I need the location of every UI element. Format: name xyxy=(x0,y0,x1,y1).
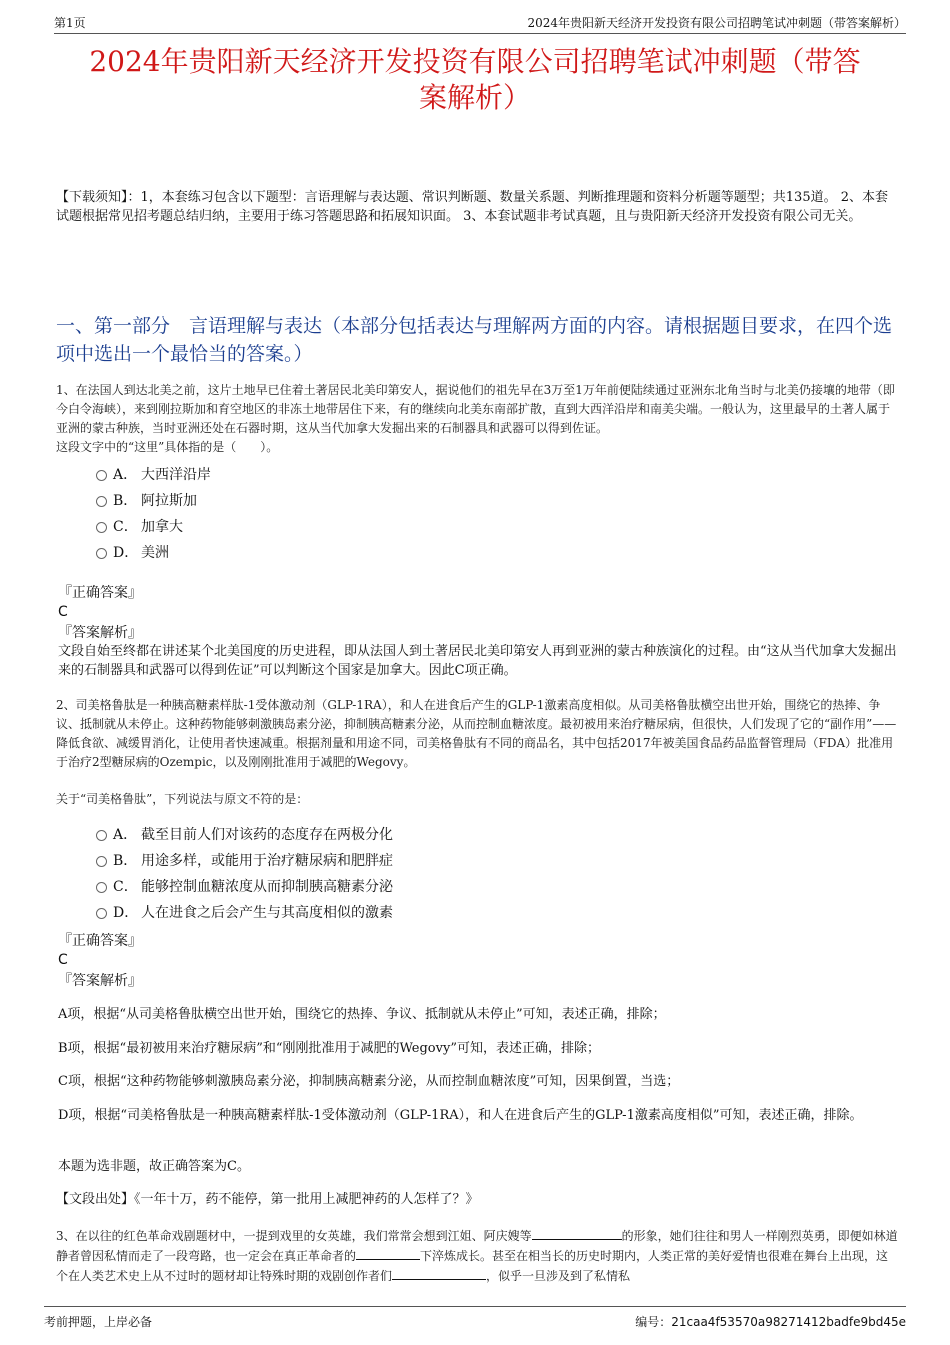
question-2-answer-label: 『正确答案』 xyxy=(58,933,142,949)
question-2-option-a[interactable]: A． 截至目前人们对该药的态度存在两极分化 xyxy=(96,825,393,845)
question-1-analysis-label: 『答案解析』 xyxy=(58,625,142,641)
question-2-answer: C xyxy=(58,952,68,968)
question-2-analysis-a: A项，根据“从司美格鲁肽横空出世开始，围绕它的热捧、争议、抵制就从未停止”可知，表述正确，排除； xyxy=(58,1007,666,1022)
question-2-option-c[interactable]: C． 能够控制血糖浓度从而抑制胰高糖素分泌 xyxy=(96,877,393,897)
question-3-stem: 3、在以往的红色革命戏剧题材中，一提到戏里的女英雄，我们常常会想到江姐、阿庆嫂等 的形象，她们往往和男人一样刚烈英勇，即便如林道静者曾因私情而走了一段弯路，也一定会在真正革命者的 下淬炼成长。甚至在相当长的历史时期内，人类正常的美好爱情也很难在舞台上出现，这个在人类艺术史上从不过时的题材却让特殊时期的戏剧创作者们 ，似乎一旦涉及到了私情私 xyxy=(56,1226,900,1286)
page-number: 第1页 xyxy=(54,16,86,30)
header-doc-title: 2024年贵阳新天经济开发投资有限公司招聘笔试冲刺题（带答案解析） xyxy=(527,16,906,30)
question-1-option-b[interactable]: B． 阿拉斯加 xyxy=(96,491,197,511)
radio-icon[interactable] xyxy=(96,830,107,841)
question-1-stem: 1、在法国人到达北美之前，这片土地早已住着土著居民北美印第安人，据说他们的祖先早在3万至1万年前便陆续通过亚洲东北角当时与北美仍接壤的地带（即今白令海峡），来到刚拉斯加和育空地区的非冻土地带居住下来，有的继续向北美东南部扩散，直到大西洋沿岸和南美尖端。一般认为，这里最早的土著人属于亚洲的蒙古种族，当时亚洲还处在石器时期，这从当代加拿大发掘出来的石制器具和武器可以得到佐证。 xyxy=(56,383,895,435)
radio-icon[interactable] xyxy=(96,908,107,919)
fill-blank-2[interactable] xyxy=(356,1246,420,1260)
fill-blank-3[interactable] xyxy=(392,1266,486,1280)
section-heading: 一、第一部分 言语理解与表达（本部分包括表达与理解两方面的内容。请根据题目要求，在四个选项中选出一个最恰当的答案。） xyxy=(56,315,893,365)
question-1-option-c[interactable]: C． 加拿大 xyxy=(96,517,183,537)
question-2-analysis-b: B项，根据“最初被用来治疗糖尿病”和“刚刚批准用于减肥的Wegovy”可知，表述正确，排除； xyxy=(58,1041,600,1056)
question-1-option-a[interactable]: A． 大西洋沿岸 xyxy=(96,465,211,485)
question-2-analysis-c: C项，根据“这种药物能够刺激胰岛素分泌，抑制胰高糖素分泌，从而控制血糖浓度”可知，因果倒置，当选； xyxy=(58,1074,680,1089)
header-divider xyxy=(54,33,906,34)
question-2-source: 【文段出处】《一年十万，药不能停，第一批用上减肥神药的人怎样了？》 xyxy=(56,1192,479,1207)
question-2-analysis-d: D项，根据“司美格鲁肽是一种胰高糖素样肽-1受体激动剂（GLP-1RA），和人在进食后产生的GLP-1激素高度相似”可知，表述正确，排除。 xyxy=(58,1108,863,1123)
page-header xyxy=(54,14,906,34)
download-notice: 【下载须知】：1，本套练习包含以下题型：言语理解与表达题、常识判断题、数量关系题、判断推理题和资料分析题等题型；共135道。 2、本套试题根据常见招考题总结归纳，主要用于练习答题思路和拓展知识面。 3、本套试题非考试真题，且与贵阳新天经济开发投资有限公司无关。 xyxy=(56,190,888,224)
radio-icon[interactable] xyxy=(96,470,107,481)
radio-icon[interactable] xyxy=(96,882,107,893)
title-line-1: 2024年贵阳新天经济开发投资有限公司招聘笔试冲刺题（带答 xyxy=(89,45,861,78)
footer-code: 编号：21caa4f53570a98271412badfe9bd45e xyxy=(635,1315,906,1329)
question-1-analysis: 文段自始至终都在讲述某个北美国度的历史进程，即从法国人到土著居民北美印第安人再到亚洲的蒙古种族演化的过程。由“这从当代加拿大发掘出来的石制器具和武器可以得到佐证”可以判断这个国家是加拿大。因此C项正确。 xyxy=(58,644,897,678)
question-2-stem: 2、司美格鲁肽是一种胰高糖素样肽-1受体激动剂（GLP-1RA），和人在进食后产生的GLP-1激素高度相似。从司美格鲁肽横空出世开始，围绕它的热捧、争议、抵制就从未停止。这种药物能够刺激胰岛素分泌，抑制胰高糖素分泌，从而控制血糖浓度。最初被用来治疗糖尿病，但很快，人们发现了它的“副作用”——降低食欲、减缓胃消化，让使用者快速减重。根据剂量和用途不同，司美格鲁肽有不同的商品名，其中包括2017年被美国食品药品监督管理局（FDA）批准用于治疗2型糖尿病的Ozempic，以及刚刚批准用于减肥的Wegovy。 xyxy=(56,698,897,769)
radio-icon[interactable] xyxy=(96,522,107,533)
footer-slogan: 考前押题，上岸必备 xyxy=(44,1315,153,1329)
question-1-answer: C xyxy=(58,604,68,620)
question-1-answer-label: 『正确答案』 xyxy=(58,585,142,601)
question-2-analysis-label: 『答案解析』 xyxy=(58,973,142,989)
question-2-option-b[interactable]: B． 用途多样，或能用于治疗糖尿病和肥胖症 xyxy=(96,851,393,871)
radio-icon[interactable] xyxy=(96,548,107,559)
question-1-prompt: 这段文字中的“这里”具体指的是（ ）。 xyxy=(56,440,279,454)
question-2-option-d[interactable]: D． 人在进食之后会产生与其高度相似的激素 xyxy=(96,903,393,923)
document-title xyxy=(40,44,910,116)
footer-divider xyxy=(44,1306,906,1307)
question-2-conclusion: 本题为选非题，故正确答案为C。 xyxy=(58,1159,250,1174)
question-1-option-d[interactable]: D． 美洲 xyxy=(96,543,169,563)
radio-icon[interactable] xyxy=(96,496,107,507)
fill-blank-1[interactable] xyxy=(532,1226,622,1240)
question-2-prompt: 关于“司美格鲁肽”，下列说法与原文不符的是： xyxy=(56,792,309,806)
title-line-2: 案解析） xyxy=(418,81,531,114)
radio-icon[interactable] xyxy=(96,856,107,867)
